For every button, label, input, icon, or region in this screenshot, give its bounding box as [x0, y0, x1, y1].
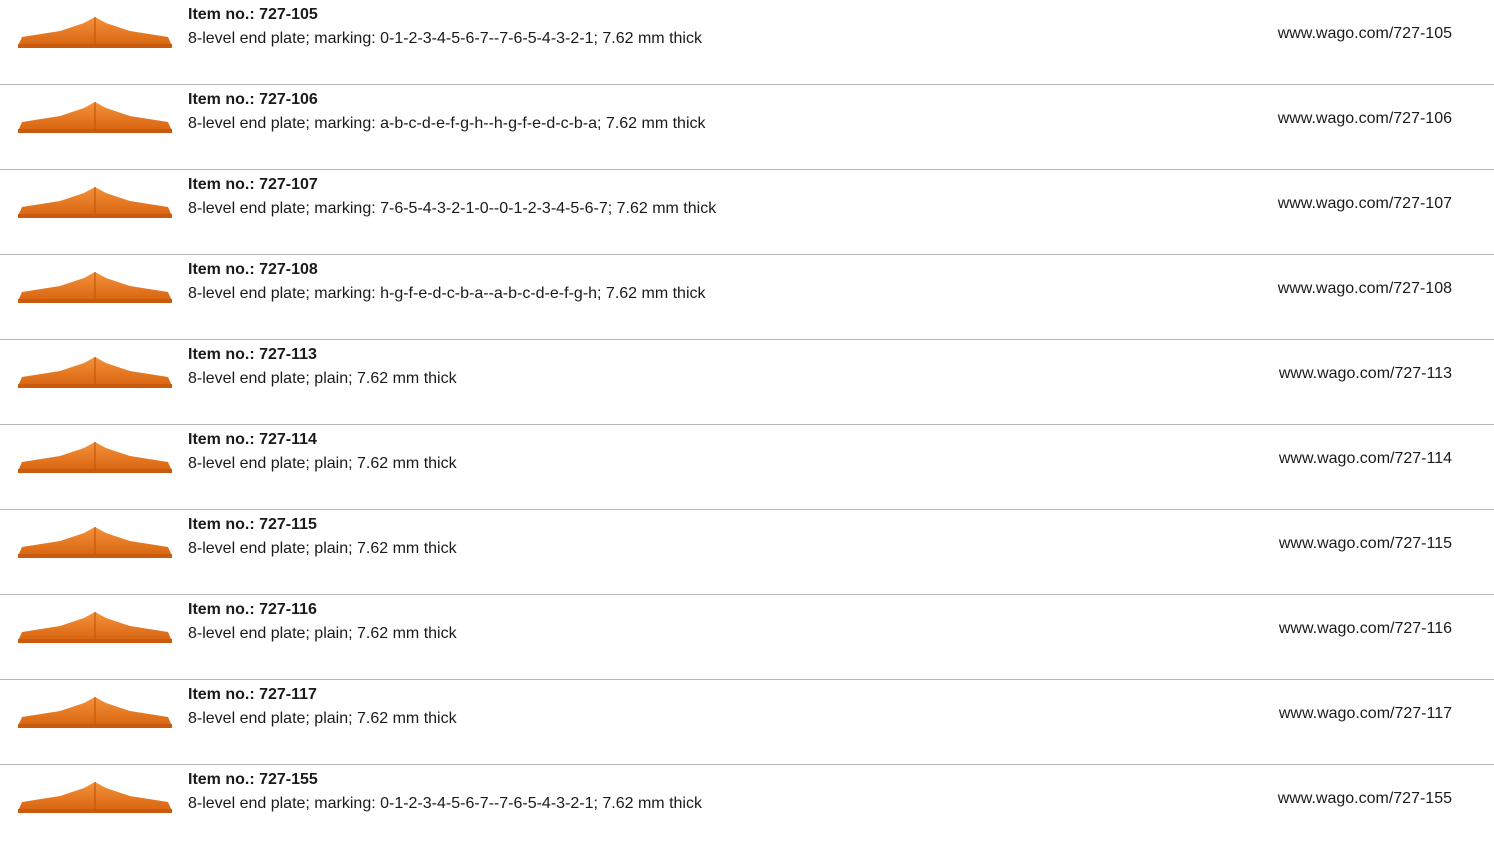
item-number: Item no.: 727-115 [188, 516, 317, 533]
item-description: 8-level end plate; marking: h-g-f-e-d-c-b-a--a-b-c-d-e-f-g-h; 7.62 mm thick [188, 285, 706, 302]
list-item [0, 680, 1494, 765]
list-item [0, 595, 1494, 680]
product-link[interactable]: www.wago.com/727-116 [1278, 620, 1452, 637]
list-item [0, 765, 1494, 850]
item-description: 8-level end plate; marking: 0-1-2-3-4-5-6-7--7-6-5-4-3-2-1; 7.62 mm thick [188, 30, 702, 47]
product-link[interactable]: www.wago.com/727-106 [1277, 110, 1452, 127]
product-link[interactable]: www.wago.com/727-114 [1278, 450, 1452, 467]
item-description: 8-level end plate; marking: 7-6-5-4-3-2-1-0--0-1-2-3-4-5-6-7; 7.62 mm thick [188, 200, 717, 217]
item-description: 8-level end plate; marking: 0-1-2-3-4-5-6-7--7-6-5-4-3-2-1; 7.62 mm thick [188, 795, 702, 812]
list-item [0, 510, 1494, 595]
item-description: 8-level end plate; plain; 7.62 mm thick [188, 625, 457, 642]
list-item [0, 0, 1494, 85]
end-plate-image[interactable] [16, 435, 174, 475]
product-link[interactable]: www.wago.com/727-113 [1278, 365, 1452, 382]
end-plate-image[interactable] [16, 605, 174, 645]
end-plate-image[interactable] [16, 775, 174, 815]
item-number: Item no.: 727-113 [188, 346, 317, 363]
item-number: Item no.: 727-117 [188, 686, 317, 703]
item-description: 8-level end plate; plain; 7.62 mm thick [188, 455, 457, 472]
end-plate-image[interactable] [16, 690, 174, 730]
list-item [0, 170, 1494, 255]
end-plate-image[interactable] [16, 180, 174, 220]
list-item [0, 340, 1494, 425]
item-number: Item no.: 727-155 [188, 771, 318, 788]
item-number: Item no.: 727-108 [188, 261, 318, 278]
list-item [0, 85, 1494, 170]
product-link[interactable]: www.wago.com/727-117 [1278, 705, 1452, 722]
end-plate-image[interactable] [16, 10, 174, 50]
list-item [0, 425, 1494, 510]
product-link[interactable]: www.wago.com/727-105 [1277, 25, 1452, 42]
item-description: 8-level end plate; plain; 7.62 mm thick [188, 540, 457, 557]
item-description: 8-level end plate; plain; 7.62 mm thick [188, 370, 457, 387]
end-plate-image[interactable] [16, 520, 174, 560]
product-link[interactable]: www.wago.com/727-155 [1277, 790, 1452, 807]
item-number: Item no.: 727-105 [188, 6, 318, 23]
item-number: Item no.: 727-114 [188, 431, 317, 448]
list-item [0, 255, 1494, 340]
end-plate-image[interactable] [16, 350, 174, 390]
product-link[interactable]: www.wago.com/727-107 [1277, 195, 1452, 212]
item-number: Item no.: 727-106 [188, 91, 318, 108]
end-plate-image[interactable] [16, 95, 174, 135]
item-description: 8-level end plate; plain; 7.62 mm thick [188, 710, 457, 727]
end-plate-image[interactable] [16, 265, 174, 305]
product-link[interactable]: www.wago.com/727-108 [1277, 280, 1452, 297]
item-number: Item no.: 727-107 [188, 176, 318, 193]
product-link[interactable]: www.wago.com/727-115 [1278, 535, 1452, 552]
item-number: Item no.: 727-116 [188, 601, 317, 618]
item-description: 8-level end plate; marking: a-b-c-d-e-f-g-h--h-g-f-e-d-c-b-a; 7.62 mm thick [188, 115, 706, 132]
